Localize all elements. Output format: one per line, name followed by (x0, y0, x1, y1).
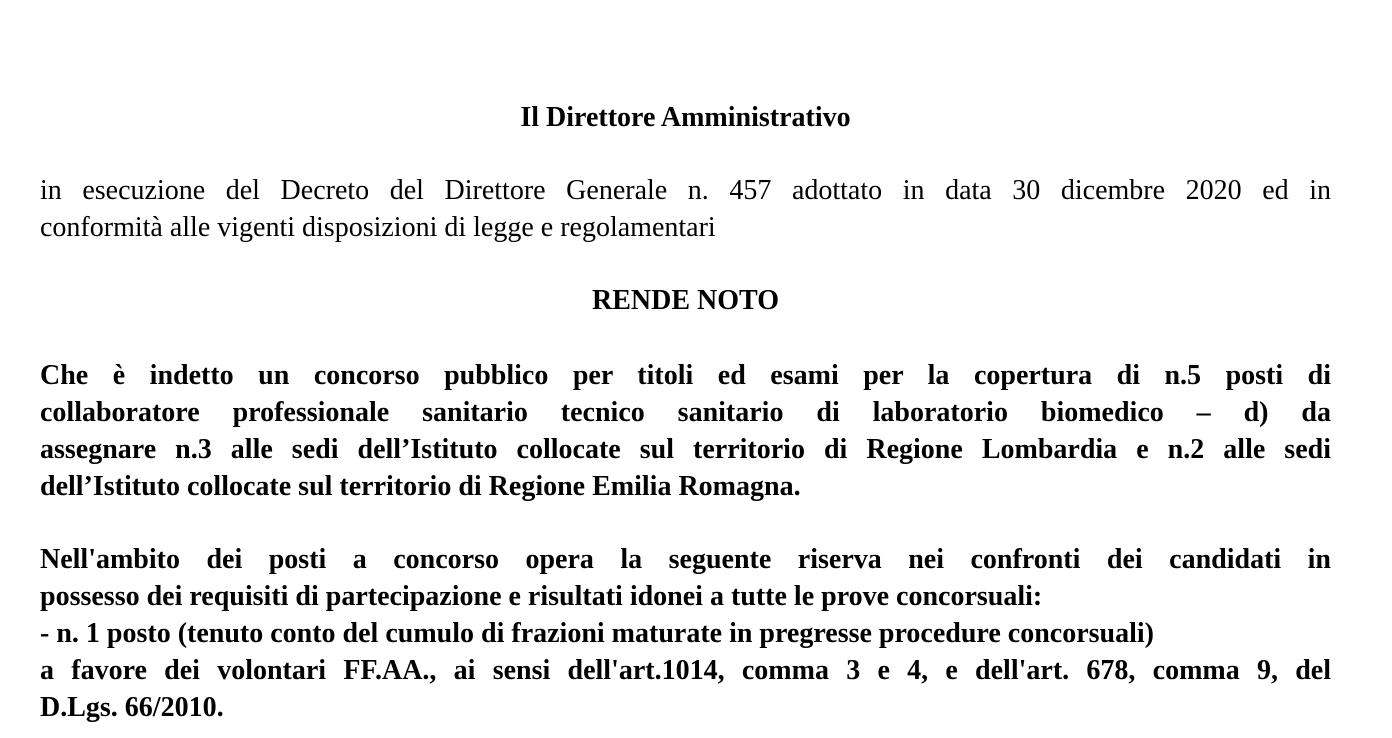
intro-line: conformità alle vigenti disposizioni di legge e regolamentari (40, 212, 716, 243)
reserve-line: a favore dei volontari FF.AA., ai sensi dell'art.1014, comma 3 e 4, e dell'art. 678, comma 9, del (40, 655, 1331, 686)
announcement-line: Che è indetto un concorso pubblico per titoli ed esami per la copertura di n.5 posti di (40, 360, 1331, 391)
intro-paragraph (40, 172, 1331, 246)
reserve-line: possesso dei requisiti di partecipazione e risultati idonei a tutte le prove concorsuali: (40, 581, 1043, 612)
heading-rende-noto: RENDE NOTO (592, 285, 779, 316)
announcement-line: dell’Istituto collocate sul territorio di Regione Emilia Romagna. (40, 471, 801, 502)
announcement-line: collaboratore professionale sanitario tecnico sanitario di laboratorio biomedico – d) da (40, 397, 1331, 428)
reserve-paragraph (40, 541, 1331, 726)
announcement-paragraph (40, 357, 1331, 505)
reserve-line: - n. 1 posto (tenuto conto del cumulo di frazioni maturate in pregresse procedure concorsuali) (40, 618, 1154, 649)
intro-line: in esecuzione del Decreto del Direttore Generale n. 457 adottato in data 30 dicembre 2020 ed in (40, 175, 1331, 206)
reserve-line: Nell'ambito dei posti a concorso opera la seguente riserva nei confronti dei candidati in (40, 544, 1331, 575)
heading-director: Il Direttore Amministrativo (520, 102, 851, 133)
announcement-line: assegnare n.3 alle sedi dell’Istituto collocate sul territorio di Regione Lombardia e n.2 alle sedi (40, 434, 1331, 465)
reserve-line: D.Lgs. 66/2010. (40, 692, 224, 723)
